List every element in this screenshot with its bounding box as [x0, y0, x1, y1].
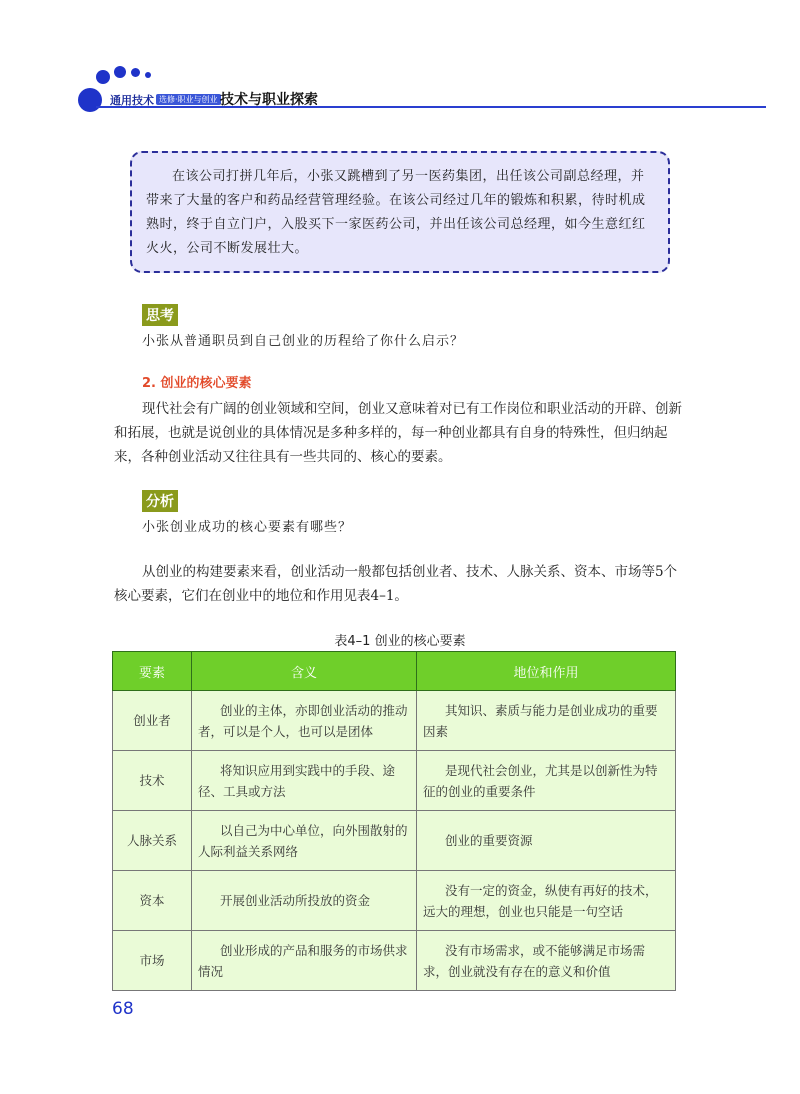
analysis-question: 小张创业成功的核心要素有哪些？ [142, 520, 353, 535]
table-row [113, 871, 676, 931]
think-question: 小张从普通职员到自己创业的历程给了你什么启示？ [142, 334, 465, 349]
table-cell-role: 其知识、素质与能力是创业成功的重要因素 [417, 691, 676, 751]
table-row [113, 751, 676, 811]
table-cell-role: 创业的重要资源 [417, 811, 676, 871]
table-row [113, 811, 676, 871]
header-chapter-title: 技术与职业探索 [220, 92, 318, 108]
table-cell-meaning: 将知识应用到实践中的手段、途径、工具或方法 [192, 751, 417, 811]
table-row [113, 691, 676, 751]
table-cell-meaning: 开展创业活动所投放的资金 [192, 871, 417, 931]
table-cell-element: 市场 [113, 931, 192, 991]
table-row [113, 931, 676, 991]
analysis-label: 分析 [142, 490, 178, 512]
page-number: 68 [112, 999, 134, 1019]
think-label: 思考 [142, 304, 178, 326]
table-header-cell: 含义 [192, 652, 417, 691]
core-elements-table [112, 651, 676, 991]
table-header-cell: 要素 [113, 652, 192, 691]
header-book-subtitle: 选修·职业与创业 [156, 94, 221, 105]
table-cell-role: 没有一定的资金，纵使有再好的技术，远大的理想，创业也只能是一句空话 [417, 871, 676, 931]
table-caption: 表4–1 创业的核心要素 [334, 634, 466, 649]
paragraph-core-elements: 现代社会有广阔的创业领域和空间，创业又意味着对已有工作岗位和职业活动的开辟、创新和拓展，也就是说创业的具体情况是多种多样的，每一种创业都具有自身的特殊性，但归纳起来，各种创业活动又往往具有一些共同的、核心的要素。 [114, 401, 682, 465]
table-cell-meaning: 创业形成的产品和服务的市场供求情况 [192, 931, 417, 991]
header-rule [96, 106, 766, 108]
table-cell-element: 人脉关系 [113, 811, 192, 871]
table-cell-role: 没有市场需求，或不能够满足市场需求，创业就没有存在的意义和价值 [417, 931, 676, 991]
section-title: 2. 创业的核心要素 [142, 376, 252, 391]
table-cell-element: 资本 [113, 871, 192, 931]
paragraph-five-elements: 从创业的构建要素来看，创业活动一般都包括创业者、技术、人脉关系、资本、市场等5个核心要素，它们在创业中的地位和作用见表4–1。 [114, 564, 678, 604]
table-header-cell: 地位和作用 [417, 652, 676, 691]
table-cell-meaning: 以自己为中心单位，向外围散射的人际利益关系网络 [192, 811, 417, 871]
table-cell-role: 是现代社会创业，尤其是以创新性为特征的创业的重要条件 [417, 751, 676, 811]
case-story-box [130, 151, 670, 273]
table-cell-meaning: 创业的主体，亦即创业活动的推动者，可以是个人，也可以是团体 [192, 691, 417, 751]
header-book-title: 通用技术 [110, 94, 154, 107]
table-cell-element: 技术 [113, 751, 192, 811]
case-story-text: 在该公司打拼几年后，小张又跳槽到了另一医药集团，出任该公司副总经理，并带来了大量的客户和药品经营管理经验。在该公司经过几年的锻炼和积累，待时机成熟时，终于自立门户，入股买下一家医药公司，并出任该公司总经理，如今生意红红火火，公司不断发展壮大。 [146, 169, 646, 256]
table-cell-element: 创业者 [113, 691, 192, 751]
table-header-row [113, 652, 676, 691]
